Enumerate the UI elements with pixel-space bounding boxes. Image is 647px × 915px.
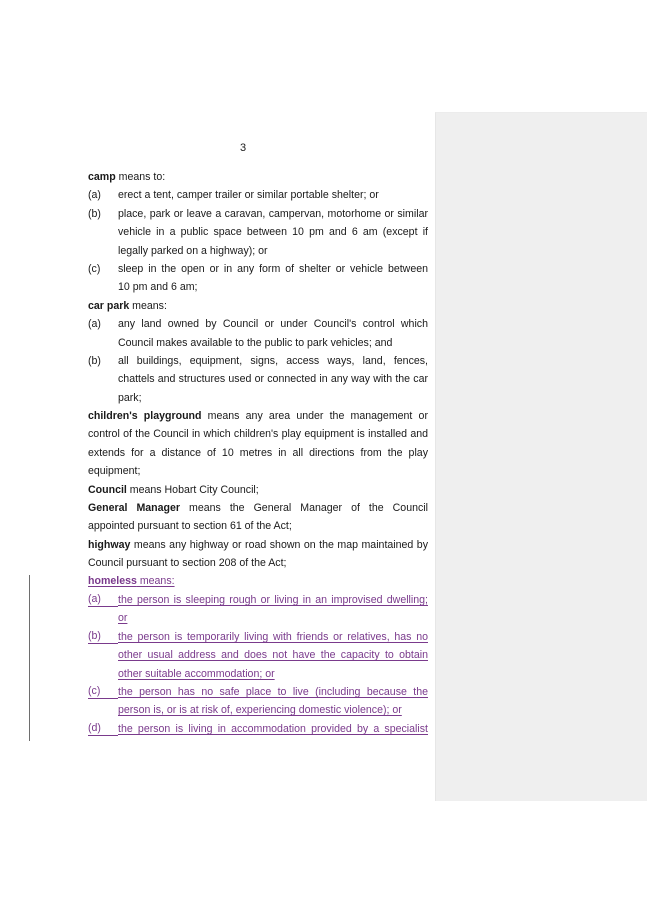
term-homeless: homeless — [88, 575, 137, 587]
homeless-item-d-line-1: the person is living in accommodation provided by a specialist — [118, 723, 428, 735]
definition-childrens-playground-line-2: control of the Council in which children's play equipment is installed and — [88, 428, 428, 440]
definition-council: Council means Hobart City Council; — [88, 484, 259, 496]
camp-item-b-label: (b) — [88, 208, 101, 220]
camp-item-c-line-1: sleep in the open or in any form of shelter or vehicle between — [118, 263, 428, 275]
definition-homeless-heading: homeless means: — [88, 575, 175, 587]
camp-item-b-line-1: place, park or leave a caravan, campervan, motorhome or similar — [118, 208, 428, 220]
car-park-item-b-line-2: chattels and structures used or connected in any way with the car — [118, 373, 428, 385]
definition-camp-heading: camp means to: — [88, 171, 166, 183]
car-park-item-a-line-1: any land owned by Council or under Council's control which — [118, 318, 428, 330]
car-park-item-b-line-1: all buildings, equipment, signs, access ways, land, fences, — [118, 355, 428, 367]
car-park-item-a-line-2: Council makes available to the public to park vehicles; and — [118, 337, 393, 349]
page-number: 3 — [239, 142, 247, 154]
homeless-item-a-line-1: the person is sleeping rough or living in an improvised dwelling; — [118, 594, 428, 606]
camp-item-c-label: (c) — [88, 263, 101, 275]
homeless-item-c-line-2: person is, or is at risk of, experiencing domestic violence); or — [118, 704, 402, 716]
homeless-item-b-label: (b) — [88, 630, 118, 644]
homeless-item-a-label: (a) — [88, 593, 118, 607]
term-council: Council — [88, 484, 127, 496]
camp-item-c-line-2: 10 pm and 6 am; — [118, 281, 198, 293]
homeless-item-a-line-2: or — [118, 612, 128, 624]
camp-item-a-label: (a) — [88, 189, 101, 201]
definition-childrens-playground-line-3: extends for a distance of 10 metres in all directions from the play — [88, 447, 428, 459]
definition-car-park-heading: car park means: — [88, 300, 167, 312]
camp-item-a-line-1: erect a tent, camper trailer or similar portable shelter; or — [118, 189, 379, 201]
homeless-item-c-label: (c) — [88, 685, 118, 699]
camp-item-b-line-2: vehicle in a public space between 10 pm and 6 am (except if — [118, 226, 428, 238]
term-childrens-playground: children's playground — [88, 410, 202, 422]
definition-highway-line-1: highway means any highway or road shown on the map maintained by — [88, 539, 428, 551]
homeless-item-b-line-1: the person is temporarily living with friends or relatives, has no — [118, 631, 428, 643]
term-general-manager: General Manager — [88, 502, 181, 514]
tracked-change-bar — [29, 575, 30, 741]
comment-pane — [435, 112, 647, 801]
car-park-item-b-label: (b) — [88, 355, 101, 367]
car-park-item-b-line-3: park; — [118, 392, 142, 404]
term-camp: camp — [88, 171, 116, 183]
definition-highway-line-2: Council pursuant to section 208 of the Act; — [88, 557, 287, 569]
homeless-item-b-line-3: other suitable accommodation; or — [118, 668, 275, 680]
definition-general-manager-line-1: General Manager means the General Manager of the Council — [88, 502, 428, 514]
term-car-park: car park — [88, 300, 130, 312]
definition-childrens-playground-line-4: equipment; — [88, 465, 141, 477]
definition-childrens-playground-line-1: children's playground means any area under the management or — [88, 410, 428, 422]
homeless-item-d-label: (d) — [88, 722, 118, 736]
car-park-item-a-label: (a) — [88, 318, 101, 330]
homeless-item-b-line-2: other usual address and does not have the capacity to obtain — [118, 649, 428, 661]
camp-item-b-line-3: legally parked on a highway); or — [118, 245, 268, 257]
term-highway: highway — [88, 539, 131, 551]
definition-general-manager-line-2: appointed pursuant to section 61 of the Act; — [88, 520, 292, 532]
homeless-item-c-line-1: the person has no safe place to live (including because the — [118, 686, 428, 698]
